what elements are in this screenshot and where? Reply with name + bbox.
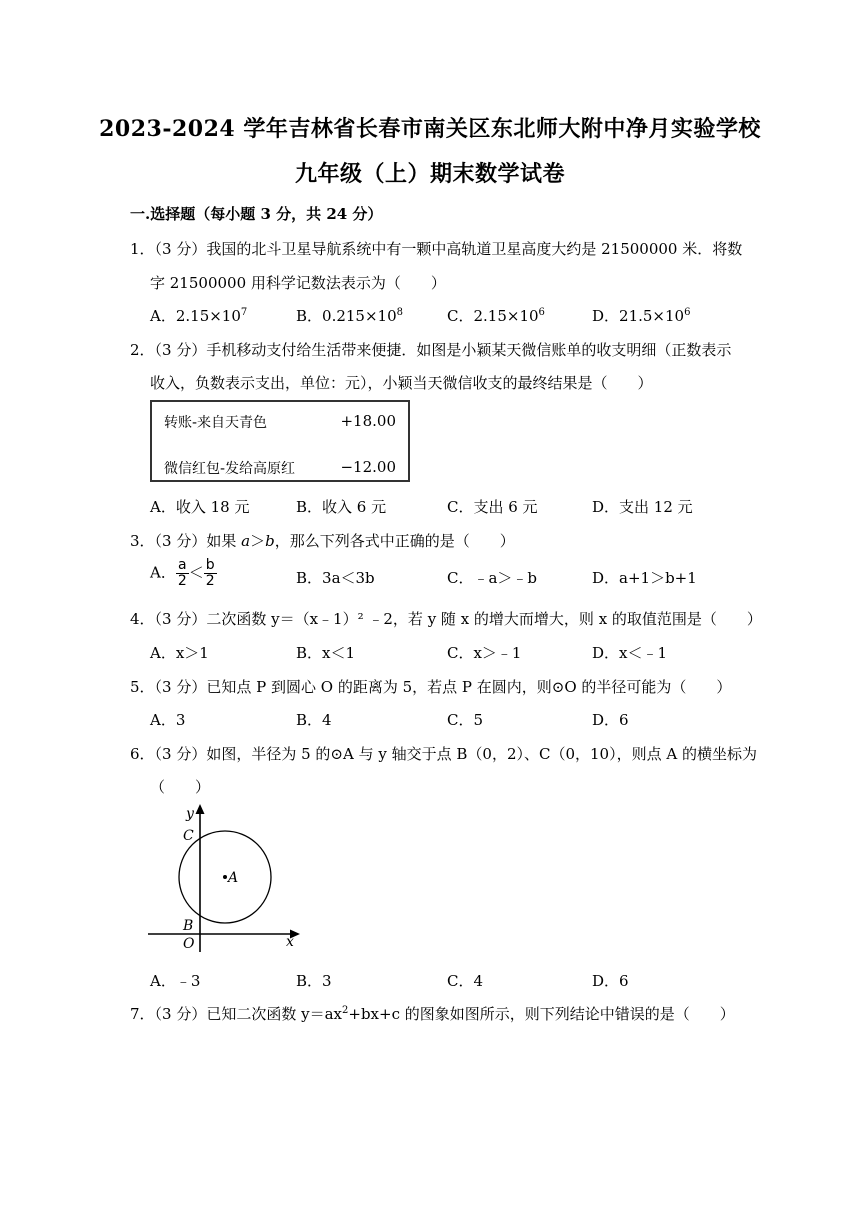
q1-stem-line1: 1．（3 分）我国的北斗卫星导航系统中有一颗中高轨道卫星高度大约是 21500000 米．将数 bbox=[130, 240, 743, 258]
q3-stem bbox=[130, 530, 515, 551]
q7-stem-prefix: 7．（3 分）已知二次函数 y＝ax bbox=[130, 1005, 343, 1023]
q2-option-d[interactable]: D．支出 12 元 bbox=[592, 498, 693, 516]
bill-row-2-label: 微信红包-发给高原红 bbox=[164, 461, 296, 477]
q3-frac1-num: a bbox=[176, 558, 189, 574]
q1-option-b[interactable] bbox=[296, 305, 403, 326]
q1-option-c-text: C．2.15×10 bbox=[447, 307, 539, 325]
q2-stem-line2: 收入，负数表示支出，单位：元），小颖当天微信收支的最终结果是（ ） bbox=[150, 374, 653, 392]
title-line-2: 九年级（上）期末数学试卷 bbox=[294, 161, 565, 187]
q6-option-c[interactable]: C．4 bbox=[447, 972, 484, 990]
q3-option-a-op: ＜ bbox=[188, 563, 204, 582]
q1-option-d-text: D．21.5×10 bbox=[592, 307, 685, 325]
q2-stem-line1: 2．（3 分）手机移动支付给生活带来便捷．如图是小颖某天微信账单的收支明细（正数表示 bbox=[130, 341, 732, 359]
q3-option-b[interactable]: B．3a＜3b bbox=[296, 569, 375, 587]
center-point-a bbox=[223, 875, 227, 879]
q4-option-c[interactable]: C．x＞﹣1 bbox=[447, 644, 522, 662]
q1-option-b-text: B．0.215×10 bbox=[296, 307, 397, 325]
q7-stem bbox=[130, 1003, 735, 1024]
q1-option-d[interactable] bbox=[592, 305, 690, 326]
title-line-1: 2023-2024 学年吉林省长春市南关区东北师大附中净月实验学校 bbox=[99, 116, 761, 142]
q3-frac1-den: 2 bbox=[177, 573, 187, 589]
q6-option-d[interactable]: D．6 bbox=[592, 972, 629, 990]
q6-option-a[interactable]: A．﹣3 bbox=[150, 972, 201, 990]
bill-row-1-label: 转账-来自天青色 bbox=[164, 415, 268, 431]
q5-option-a[interactable]: A．3 bbox=[150, 711, 186, 729]
q1-option-a-exp: 7 bbox=[240, 307, 248, 318]
q3-fraction-b-over-2 bbox=[204, 558, 217, 589]
q6-stem-line2: （ ） bbox=[150, 778, 211, 796]
q1-option-c[interactable] bbox=[447, 305, 545, 326]
q4-stem: 4．（3 分）二次函数 y＝（x﹣1）² ﹣2，若 y 随 x 的增大而增大，则 x 的取值范围是（ ） bbox=[130, 610, 762, 628]
point-b-label: B bbox=[183, 918, 194, 934]
q5-option-d[interactable]: D．6 bbox=[592, 711, 629, 729]
bill-row-1-amount: +18.00 bbox=[340, 412, 396, 430]
x-axis-label: x bbox=[286, 934, 294, 950]
y-axis-arrow bbox=[196, 804, 205, 814]
q7-stem-exp: 2 bbox=[342, 1005, 349, 1016]
q6-option-b[interactable]: B．3 bbox=[296, 972, 332, 990]
q2-option-c[interactable]: C．支出 6 元 bbox=[447, 498, 538, 516]
q1-option-d-exp: 6 bbox=[684, 307, 691, 318]
q1-option-a[interactable] bbox=[150, 305, 247, 326]
origin-label: O bbox=[183, 936, 195, 952]
q3-var-b: b bbox=[265, 532, 275, 550]
wechat-bill-table bbox=[150, 400, 410, 482]
q4-option-b[interactable]: B．x＜1 bbox=[296, 644, 356, 662]
q2-option-a[interactable]: A．收入 18 元 bbox=[150, 498, 250, 516]
q5-stem: 5．（3 分）已知点 P 到圆心 O 的距离为 5，若点 P 在圆内，则⊙O 的半径可能为（ ） bbox=[130, 678, 732, 696]
q3-option-d[interactable]: D．a+1＞b+1 bbox=[592, 569, 697, 587]
q3-option-a-label: A． bbox=[150, 563, 176, 582]
bill-row-2-amount: −12.00 bbox=[340, 458, 396, 476]
q6-stem-line1: 6．（3 分）如图，半径为 5 的⊙A 与 y 轴交于点 B（0，2）、C（0，10），则点 A 的横坐标为 bbox=[130, 745, 757, 763]
q3-option-c[interactable]: C．﹣a＞﹣b bbox=[447, 569, 538, 587]
q5-option-b[interactable]: B．4 bbox=[296, 711, 332, 729]
q3-frac2-den: 2 bbox=[205, 573, 215, 589]
circle-axes-figure bbox=[140, 800, 310, 960]
y-axis-label: y bbox=[186, 806, 194, 822]
q1-option-c-exp: 6 bbox=[538, 307, 545, 318]
q5-option-c[interactable]: C．5 bbox=[447, 711, 484, 729]
q4-option-d[interactable]: D．x＜﹣1 bbox=[592, 644, 668, 662]
q3-stem-prefix: 3．（3 分）如果 bbox=[130, 532, 242, 550]
q1-option-a-text: A．2.15×10 bbox=[150, 307, 241, 325]
q2-option-b[interactable]: B．收入 6 元 bbox=[296, 498, 387, 516]
q3-fraction-a-over-2 bbox=[176, 558, 189, 589]
q7-stem-suffix: +bx+c 的图象如图所示，则下列结论中错误的是（ ） bbox=[348, 1005, 735, 1023]
q3-stem-suffix: ，那么下列各式中正确的是（ ） bbox=[274, 532, 515, 550]
q3-option-a[interactable] bbox=[150, 558, 217, 589]
q1-stem-line2: 字 21500000 用科学记数法表示为（ ） bbox=[150, 274, 446, 292]
q3-var-a: a bbox=[241, 532, 251, 550]
point-a-label: A bbox=[228, 870, 239, 886]
q4-option-a[interactable]: A．x＞1 bbox=[150, 644, 209, 662]
section-heading: 一.选择题（每小题 3 分，共 24 分） bbox=[130, 205, 383, 223]
q3-gt: ＞ bbox=[250, 532, 266, 550]
q1-option-b-exp: 8 bbox=[396, 307, 403, 318]
point-c-label: C bbox=[183, 828, 194, 844]
q3-frac2-num: b bbox=[204, 558, 217, 574]
